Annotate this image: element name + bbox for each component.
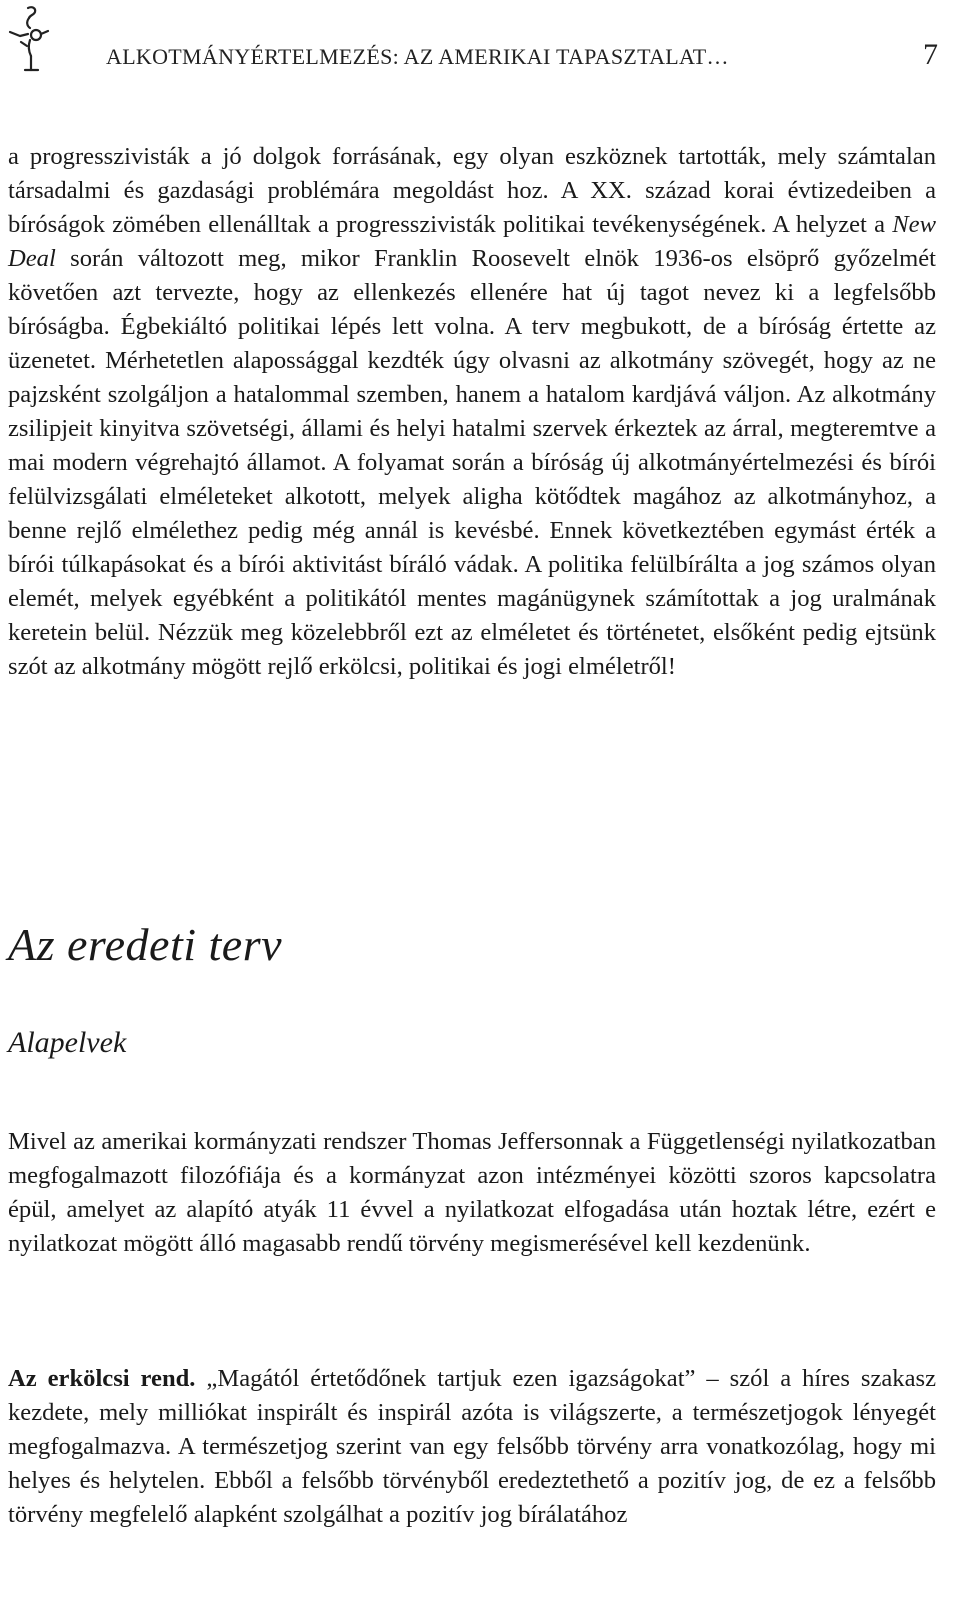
paragraph-3	[8, 1362, 936, 1532]
section-title: Alapelvek	[8, 1026, 127, 1059]
paragraph-1-text-end: során változott meg, mikor Franklin Roosevelt elnök 1936-os elsöprő győzelmét követően azt tervezte, hogy az ellenkezés ellenére hat új tagot nevez ki a legfelsőbb bíróságba. Égbekiáltó politikai lépés lett volna. A terv megbukott, de a bíróság értette az üzenetet. Mérhetetlen alapossággal kezdték úgy olvasni az alkotmány szövegét, hogy az ne pajzsként szolgáljon a hatalommal szemben, hanem a hatalom kardjává váljon. Az alkotmány zsilipjeit kinyitva szövetségi, állami és helyi hatalmi szervek érkeztek az árral, megteremtve a mai modern végrehajtó államot. A folyamat során a bíróság új alkotmányértelmezési és bírói felülvizsgálati elméleteket alkotott, melyek aligha kötődtek magához az alkotmányhoz, a benne rejlő elmélethez pedig még annál is kevésbé. Ennek következtében egymást érték a bírói túlkapásokat és a bírói aktivitást bíráló vádak. A politika felülbírálta a jog számos olyan elemét, melyek egyébként a politikától mentes magánügynek számítottak a jog uralmának keretein belül. Nézzük meg közelebbről ezt az elméletet és történetet, elsőként pedig ejtsünk szót az alkotmány mögött rejlő erkölcsi, politikai és jogi elméletről!	[8, 245, 936, 680]
paragraph-1-italic-new-deal: New Deal	[8, 211, 936, 272]
paragraph-1	[8, 140, 936, 684]
paragraph-1-text-start: a progresszivisták a jó dolgok forrásának, egy olyan eszköznek tartották, mely számtalan társadalmi és gazdasági problémára megoldást hoz. A XX. század korai évtizedeiben a bíróságok zömében ellenálltak a progresszivisták politikai tevékenységének. A helyzet a	[8, 143, 936, 238]
paragraph-3-text: „Magától értetődőnek tartjuk ezen igazságokat” – szól a híres szakasz kezdete, mely milliókat inspirált és inspirál azóta is világszerte, a természetjogok lényegét megfogalmazva. A természetjog szerint van egy felsőbb törvény arra vonatkozólag, hogy mi helyes és helytelen. Ebből a felsőbb törvényből eredeztethető a pozitív jog, de ez a felsőbb törvény megfelelő alapként szolgálhat a pozitív jog bírálatához	[8, 1365, 936, 1528]
page-header	[0, 0, 960, 90]
page-number: 7	[923, 38, 938, 71]
stylized-bird-figure-icon	[6, 4, 52, 76]
running-title: ALKOTMÁNYÉRTELMEZÉS: AZ AMERIKAI TAPASZTALAT…	[106, 44, 729, 69]
paragraph-3-lead: Az erkölcsi rend.	[8, 1365, 196, 1392]
chapter-title: Az eredeti terv	[8, 919, 283, 970]
paragraph-2: Mivel az amerikai kormányzati rendszer Thomas Jeffersonnak a Függetlenségi nyilatkozatban megfogalmazott filozófiája és a kormányzat azon intézményei közötti szoros kapcsolatra épül, amelyet az alapító atyák 11 évvel a nyilatkozat elfogadása után hoztak létre, ezért e nyilatkozat mögött álló magasabb rendű törvény megismerésével kell kezdenünk.	[8, 1128, 936, 1257]
